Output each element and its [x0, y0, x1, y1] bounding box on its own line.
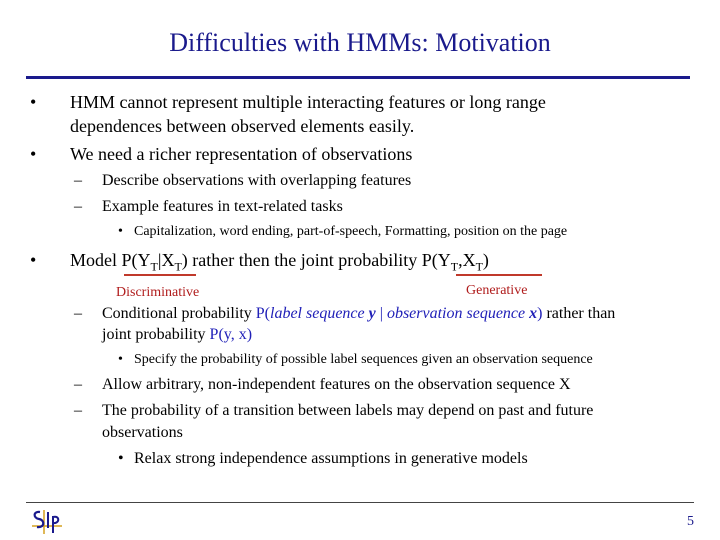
cond-y: y [368, 305, 376, 322]
bullet-2-sub-2-item: Capitalization, word ending, part-of-speech, Formatting, position on the page [134, 224, 568, 239]
dash-marker: – [74, 402, 82, 419]
slp-logo-icon [30, 506, 64, 536]
cond-suffix: rather than [542, 305, 616, 322]
cond-line2-prefix: joint probability [102, 326, 210, 343]
bullet-marker: • [118, 224, 123, 239]
cond-close: ) [537, 305, 543, 322]
label-discriminative: Discriminative [116, 285, 200, 300]
cond-x: x [529, 305, 538, 322]
cond-label-seq: label sequence [270, 305, 369, 322]
discriminative-underline [124, 274, 196, 276]
generative-underline [456, 274, 542, 276]
subscript-t: T [174, 259, 182, 274]
subscript-t: T [475, 259, 483, 274]
model-close: ) [482, 250, 489, 270]
bullet-marker: • [30, 250, 37, 270]
subscript-t: T [150, 259, 158, 274]
bullet-3-model [70, 250, 489, 275]
bullet-2: We need a richer representation of observations [70, 144, 413, 164]
allow-features: Allow arbitrary, non-independent features on the observation sequence X [102, 376, 571, 393]
cond-obs-seq: observation sequence [386, 305, 530, 322]
conditional-sub: Specify the probability of possible label sequences given an observation sequence [134, 352, 593, 367]
cond-bar: | [375, 305, 387, 322]
bullet-2-sub-2: Example features in text-related tasks [102, 198, 343, 215]
cond-p: P( [255, 305, 270, 322]
bullet-1-line-2: dependences between observed elements easily. [70, 116, 415, 136]
model-bar: |X [157, 250, 175, 270]
title-divider [26, 76, 690, 79]
model-rest: ) rather then the joint probability P(Y [181, 250, 451, 270]
relax-assumptions: Relax strong independence assumptions in generative models [134, 450, 528, 467]
page-number: 5 [687, 514, 694, 529]
bullet-1-line-1: HMM cannot represent multiple interacting features or long range [70, 92, 546, 112]
dash-marker: – [74, 172, 82, 189]
dash-marker: – [74, 198, 82, 215]
conditional-line-1 [102, 305, 615, 323]
bullet-2-sub-1: Describe observations with overlapping features [102, 172, 412, 189]
bullet-marker: • [30, 92, 37, 112]
model-text: Model P(Y [70, 250, 151, 270]
bullet-marker: • [118, 450, 124, 467]
cond-prefix: Conditional probability [102, 305, 256, 322]
model-comma: ,X [458, 250, 476, 270]
label-generative: Generative [466, 283, 528, 298]
bullet-marker: • [30, 144, 37, 164]
conditional-line-2 [102, 326, 252, 344]
slide-title: Difficulties with HMMs: Motivation [169, 28, 551, 57]
cond-joint: P(y, x) [209, 326, 253, 343]
bullet-marker: • [118, 352, 123, 367]
subscript-t: T [450, 259, 459, 274]
transition-line-2: observations [102, 424, 183, 441]
footer-divider [26, 502, 694, 503]
dash-marker: – [74, 376, 82, 393]
dash-marker: – [74, 305, 82, 322]
transition-line-1: The probability of a transition between labels may depend on past and future [102, 402, 594, 419]
